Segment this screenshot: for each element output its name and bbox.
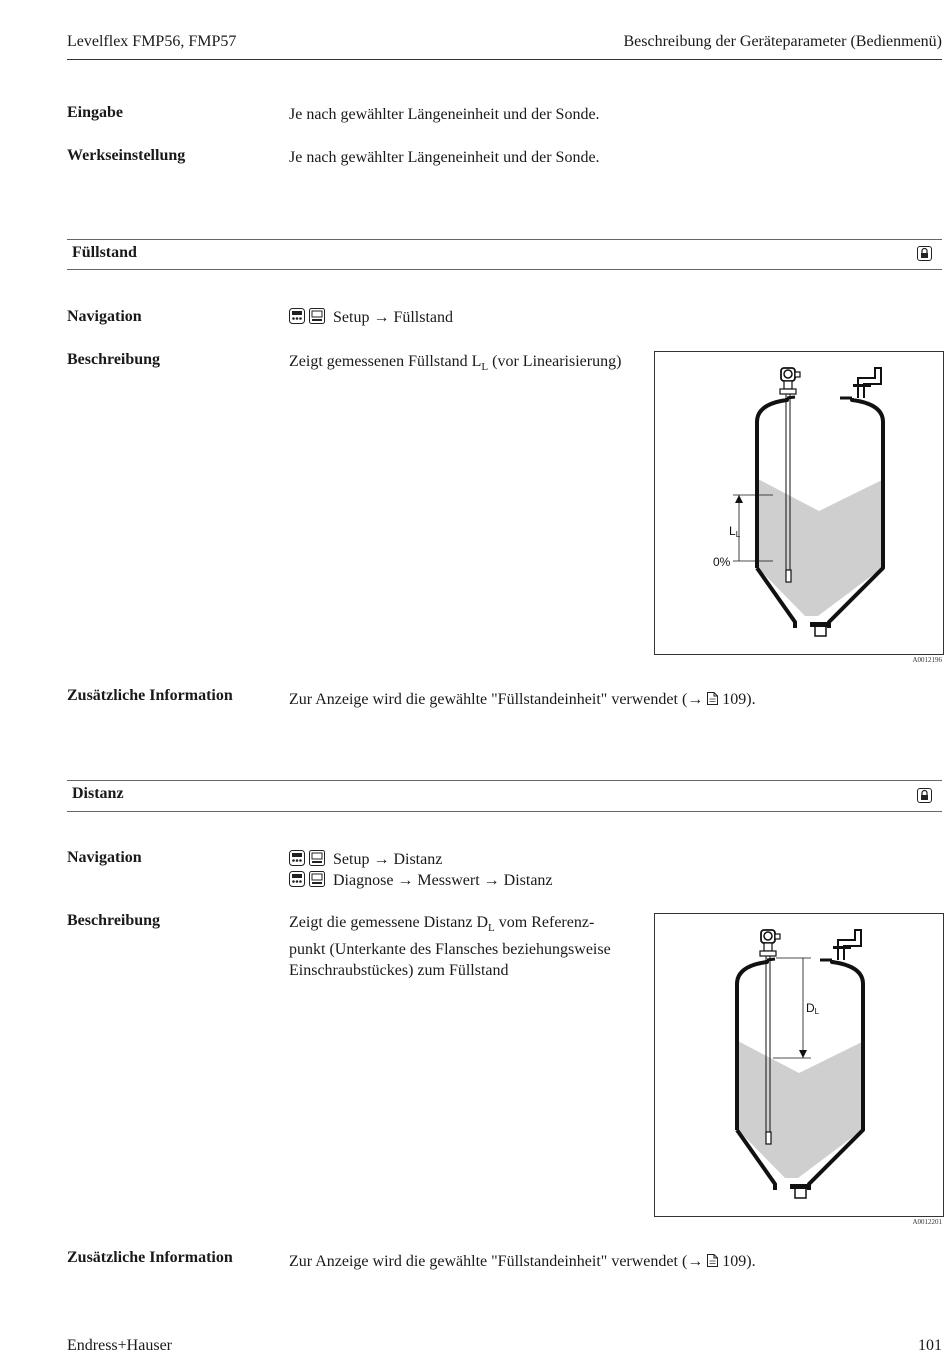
fuellstand-rule-bottom [67, 269, 942, 270]
distanz-desc-label: Beschreibung [67, 912, 161, 929]
operating-tool-icon [309, 871, 325, 887]
fuellstand-desc-text-end: (vor Linearisierung) [488, 353, 622, 370]
fuellstand-tank-figure [654, 351, 944, 655]
fuellstand-figure-id: A0012196 [912, 656, 942, 664]
display-keypad-icon [289, 308, 305, 324]
fuellstand-nav-path: Setup → Füllstand [333, 309, 454, 326]
distanz-desc-line-2: punkt (Unterkante des Flansches beziehungsweise [289, 941, 611, 959]
tank-distance-diagram [655, 914, 943, 1216]
distanz-nav-row-1 [289, 849, 442, 872]
fuellstand-desc-text: Zeigt gemessenen Füllstand L [289, 353, 482, 370]
header-section: Beschreibung der Geräteparameter (Bedienmenü) [623, 33, 942, 50]
distanz-nav-path-2: Diagnose → Messwert → Distanz [333, 872, 553, 889]
fuellstand-nav-path-row [289, 307, 453, 330]
fuellstand-info-label: Zusätzliche Information [67, 687, 233, 704]
fuellstand-desc-sub: L [481, 361, 489, 374]
level-label: LL [729, 524, 741, 539]
distanz-info-label: Zusätzliche Information [67, 1249, 233, 1266]
distanz-nav-label: Navigation [67, 849, 142, 866]
werkseinstellung-label: Werkseinstellung [67, 147, 186, 164]
fuellstand-desc [289, 351, 621, 378]
fuellstand-info [289, 689, 756, 710]
operating-tool-icon [309, 308, 325, 324]
read-only-lock-icon [917, 246, 932, 261]
operating-tool-icons [289, 308, 325, 330]
distanz-desc-line-1: Zeigt die gemessene Distanz $D_L$ vom Referenz- [289, 914, 595, 935]
header-rule [67, 59, 942, 60]
distanz-nav-path-1: Setup → Distanz [333, 851, 443, 868]
distanz-rule-top [67, 780, 942, 781]
distanz-rule-bottom [67, 811, 942, 812]
distanz-nav-row-2 [289, 870, 553, 893]
distanz-info-text: Zur Anzeige wird die gewählte "Füllstandeinheit" verwendet (→ [289, 1253, 708, 1270]
fuellstand-nav-label: Navigation [67, 308, 142, 325]
fuellstand-info-page: 109). [718, 691, 756, 708]
distanz-tank-figure [654, 913, 944, 1217]
fuellstand-rule-top [67, 239, 942, 240]
fuellstand-title: Füllstand [72, 244, 137, 261]
operating-tool-icon [309, 850, 325, 866]
distanz-title: Distanz [72, 785, 124, 802]
operating-tool-icons [289, 871, 325, 893]
tank-level-diagram [655, 352, 943, 654]
operating-tool-icons [289, 850, 325, 872]
page-number: 101 [918, 1337, 942, 1354]
distanz-info [289, 1251, 756, 1272]
read-only-lock-icon [917, 788, 932, 803]
display-keypad-icon [289, 871, 305, 887]
header-product: Levelflex FMP56, FMP57 [67, 33, 237, 50]
distanz-figure-id: A0012201 [912, 1218, 942, 1226]
footer-company: Endress+Hauser [67, 1337, 172, 1354]
distanz-desc [289, 912, 611, 981]
page-reference-icon [707, 1254, 718, 1267]
zero-percent-label: 0% [713, 555, 731, 569]
fuellstand-desc-label: Beschreibung [67, 351, 161, 368]
distanz-info-page: 109). [718, 1253, 756, 1270]
display-keypad-icon [289, 850, 305, 866]
fuellstand-info-text: Zur Anzeige wird die gewählte "Füllstandeinheit" verwendet (→ [289, 691, 708, 708]
werkseinstellung-value: Je nach gewählter Längeneinheit und der Sonde. [289, 149, 600, 166]
eingabe-label: Eingabe [67, 104, 124, 121]
page-reference-icon [707, 692, 718, 705]
distanz-desc-line-3: Einschraubstückes) zum Füllstand [289, 962, 509, 980]
eingabe-value: Je nach gewählter Längeneinheit und der Sonde. [289, 106, 600, 123]
distance-label: DL [806, 1001, 820, 1016]
